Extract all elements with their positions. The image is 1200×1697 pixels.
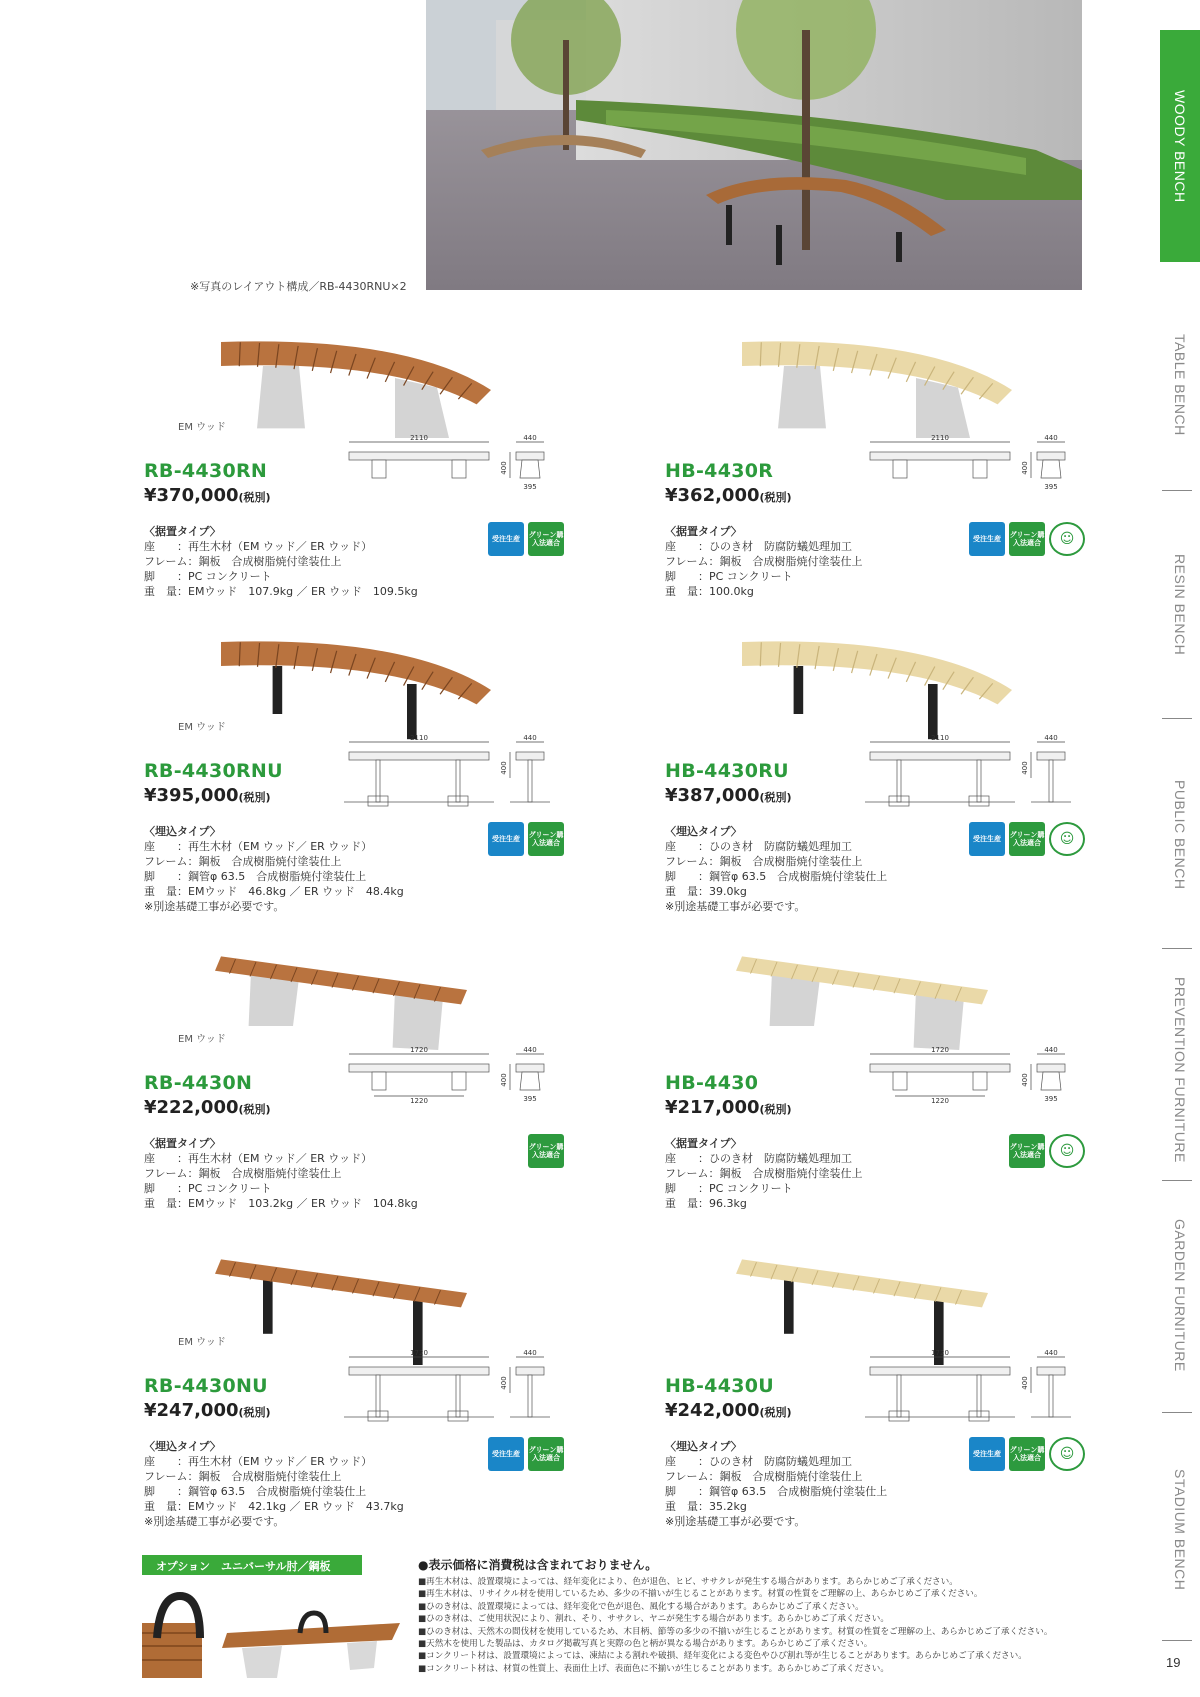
product-card (134, 942, 564, 1242)
side-tab-table-bench[interactable]: TABLE BENCH (1172, 334, 1188, 436)
dimension-svg (865, 1046, 1085, 1126)
dimension-drawing (344, 1046, 564, 1126)
side-divider (1162, 490, 1192, 491)
side-tab-garden-furniture[interactable]: GARDEN FURNITURE (1172, 1218, 1188, 1372)
spec-line: 重 量：EMウッド 46.8kg ／ ER ウッド 48.4kg (144, 885, 404, 898)
spec-list (665, 1136, 863, 1211)
certification-badges (488, 522, 564, 556)
installation-type: 〈埋込タイプ〉 (665, 825, 742, 838)
page-number: 19 (1166, 1655, 1181, 1670)
depth-dimension: 440 (1044, 734, 1058, 742)
height-dimension: 400 (500, 1073, 508, 1087)
model-number: RB-4430RN (144, 460, 268, 482)
spec-list (144, 824, 404, 914)
spec-line: 座 ：ひのき材 防腐防蟻処理加工 (665, 1455, 852, 1468)
spec-list (144, 524, 418, 599)
material-label: EM ウッド (178, 1034, 226, 1045)
spec-line: 重 量：96.3kg (665, 1197, 747, 1210)
safety-badge-icon: 受注生産 (488, 522, 524, 556)
product-image (735, 1245, 1025, 1365)
product-image (735, 630, 1025, 750)
product-image (214, 1245, 504, 1365)
dimension-drawing (344, 1349, 564, 1429)
spec-line: フレーム：鋼板 合成樹脂焼付塗装仕上 (144, 1167, 342, 1180)
model-number: HB-4430R (665, 460, 774, 482)
tax-note: ●表示価格に消費税は含まれておりません。 (418, 1558, 658, 1572)
plaza-illustration (426, 0, 1082, 290)
width-dimension: 2110 (410, 434, 428, 442)
side-divider (1162, 718, 1192, 719)
bench-illustration (214, 630, 504, 750)
price-value: ¥242,000 (665, 1400, 760, 1421)
width-dimension: 1720 (931, 1046, 949, 1054)
green-badge-icon: グリーン購入法適合 (528, 1437, 564, 1471)
green-badge-icon: グリーン購入法適合 (528, 522, 564, 556)
product-card (655, 330, 1085, 630)
side-tab-stadium-bench[interactable]: STADIUM BENCH (1172, 1469, 1188, 1591)
tax-label: (税別) (238, 791, 271, 804)
price-value: ¥217,000 (665, 1097, 760, 1118)
note-line: ■コンクリート材は、材質の性質上、表面仕上げ、表面色に不揃いが生じることがあります。あらかじめご了承ください。 (418, 1663, 889, 1674)
dimension-drawing (865, 1349, 1085, 1429)
model-number: HB-4430U (665, 1375, 774, 1397)
eco-badge-icon: ☺ (1049, 1437, 1085, 1471)
product-card (655, 630, 1085, 930)
tax-label: (税別) (238, 1406, 271, 1419)
spec-line: フレーム：鋼板 合成樹脂焼付塗装仕上 (665, 555, 863, 568)
height-dimension: 400 (1021, 761, 1029, 775)
bench-illustration (735, 330, 1025, 450)
width-dimension: 1720 (410, 1046, 428, 1054)
note-line: ■ひのき材は、天然木の間伐材を使用しているため、木目柄、節等の多少の不揃いが生じることがあります。材質の性質をご理解の上、あらかじめご了承ください。 (418, 1626, 1053, 1637)
depth-dimension: 440 (1044, 1349, 1058, 1357)
bench-illustration (735, 942, 1025, 1062)
spec-line: フレーム：鋼板 合成樹脂焼付塗装仕上 (665, 1470, 863, 1483)
notes (418, 1556, 1118, 1675)
price-value: ¥222,000 (144, 1097, 239, 1118)
certification-badges (488, 822, 564, 856)
green-badge-icon: グリーン購入法適合 (1009, 1437, 1045, 1471)
spec-line: 重 量：35.2kg (665, 1500, 747, 1513)
certification-badges (969, 522, 1085, 556)
width-dimension: 2110 (931, 734, 949, 742)
product-image (735, 330, 1025, 450)
spec-line: ※別途基礎工事が必要です。 (144, 900, 285, 913)
depth-dimension: 440 (523, 434, 537, 442)
eco-badge-icon: ☺ (1049, 1134, 1085, 1168)
side-divider (1162, 1412, 1192, 1413)
spec-line: 座 ：再生木材（EM ウッド／ ER ウッド） (144, 1455, 373, 1468)
installation-type: 〈据置タイプ〉 (144, 1137, 221, 1150)
safety-badge-icon: 受注生産 (969, 822, 1005, 856)
note-line: ■天然木を使用した製品は、カタログ掲載写真と実際の色と柄が異なる場合があります。あらかじめご了承ください。 (418, 1639, 873, 1650)
green-badge-icon: グリーン購入法適合 (528, 1134, 564, 1168)
width-dimension: 1720 (410, 1349, 428, 1357)
installation-type: 〈埋込タイプ〉 (144, 825, 221, 838)
width-dimension: 2110 (410, 734, 428, 742)
tax-label: (税別) (759, 1406, 792, 1419)
spec-line: 座 ：再生木材（EM ウッド／ ER ウッド） (144, 540, 373, 553)
green-badge-icon: グリーン購入法適合 (528, 822, 564, 856)
product-card (655, 942, 1085, 1242)
spec-line: 脚 ：PC コンクリート (144, 570, 272, 583)
price-value: ¥387,000 (665, 785, 760, 806)
installation-type: 〈据置タイプ〉 (665, 525, 742, 538)
price (144, 1097, 271, 1118)
product-image (214, 330, 504, 450)
height-dimension: 400 (1021, 461, 1029, 475)
spec-line: フレーム：鋼板 合成樹脂焼付塗装仕上 (144, 1470, 342, 1483)
bench-illustration (214, 330, 504, 450)
side-tab-woody-bench[interactable]: WOODY BENCH (1160, 30, 1200, 262)
photo-caption: ※写真のレイアウト構成／RB-4430RNU×2 (190, 280, 407, 293)
spec-line: フレーム：鋼板 合成樹脂焼付塗装仕上 (665, 855, 863, 868)
spec-line: 脚 ：鋼管φ 63.5 合成樹脂焼付塗装仕上 (665, 870, 888, 883)
safety-badge-icon: 受注生産 (488, 1437, 524, 1471)
safety-badge-icon: 受注生産 (488, 822, 524, 856)
spec-line: ※別途基礎工事が必要です。 (144, 1515, 285, 1528)
height-dimension: 400 (500, 1376, 508, 1390)
dimension-svg (344, 734, 564, 814)
note-line: ■ひのき材は、設置環境によっては、経年変化で色が退色、風化する場合があります。あらかじめご了承ください。 (418, 1601, 864, 1612)
bench-illustration (214, 942, 504, 1062)
dimension-svg (344, 434, 564, 514)
tax-label: (税別) (759, 1103, 792, 1116)
height-dimension: 400 (500, 761, 508, 775)
depth-dimension: 440 (523, 734, 537, 742)
certification-badges (1009, 1134, 1085, 1168)
price-value: ¥247,000 (144, 1400, 239, 1421)
spec-line: 座 ：ひのき材 防腐防蟻処理加工 (665, 540, 852, 553)
price-value: ¥370,000 (144, 485, 239, 506)
product-card (134, 1245, 564, 1545)
height-dimension: 400 (1021, 1376, 1029, 1390)
depth-dimension: 440 (523, 1349, 537, 1357)
model-number: RB-4430RNU (144, 760, 283, 782)
dimension-svg (344, 1046, 564, 1126)
dimension-drawing (865, 1046, 1085, 1126)
bench-illustration (214, 1245, 504, 1365)
inner-dimension: 1220 (931, 1097, 949, 1105)
material-label: EM ウッド (178, 1337, 226, 1348)
product-image (735, 942, 1025, 1062)
base-dimension: 395 (523, 1095, 537, 1103)
price (665, 1097, 792, 1118)
model-number: HB-4430RU (665, 760, 789, 782)
spec-list (665, 824, 887, 914)
inner-dimension: 1220 (410, 1097, 428, 1105)
installation-type: 〈据置タイプ〉 (144, 525, 221, 538)
certification-badges (969, 1437, 1085, 1471)
spec-line: 重 量：100.0kg (665, 585, 754, 598)
side-divider (1162, 1180, 1192, 1181)
height-dimension: 400 (500, 461, 508, 475)
note-line: ■再生木材は、リサイクル材を使用しているため、多少の不揃いが生じることがあります。材質の性質をご理解の上、あらかじめご了承ください。 (418, 1589, 983, 1600)
dimension-drawing (865, 734, 1085, 814)
model-number: RB-4430N (144, 1072, 253, 1094)
width-dimension: 2110 (931, 434, 949, 442)
spec-list (144, 1136, 418, 1211)
price (665, 785, 792, 806)
installation-type: 〈埋込タイプ〉 (665, 1440, 742, 1453)
dimension-svg (865, 434, 1085, 514)
spec-list (144, 1439, 404, 1529)
spec-line: 重 量：EMウッド 103.2kg ／ ER ウッド 104.8kg (144, 1197, 418, 1210)
certification-badges (488, 1437, 564, 1471)
green-badge-icon: グリーン購入法適合 (1009, 522, 1045, 556)
price-value: ¥395,000 (144, 785, 239, 806)
spec-line: フレーム：鋼板 合成樹脂焼付塗装仕上 (144, 555, 342, 568)
spec-line: 座 ：再生木材（EM ウッド／ ER ウッド） (144, 840, 373, 853)
price-value: ¥362,000 (665, 485, 760, 506)
model-number: RB-4430NU (144, 1375, 268, 1397)
bench-illustration (735, 630, 1025, 750)
certification-badges (528, 1134, 564, 1168)
spec-line: 脚 ：PC コンクリート (144, 1182, 272, 1195)
base-dimension: 395 (1044, 483, 1058, 491)
base-dimension: 395 (1044, 1095, 1058, 1103)
option-image (142, 1578, 400, 1683)
option-title: オプション ユニバーサル肘／鋼板 (142, 1555, 362, 1575)
spec-line: ※別途基礎工事が必要です。 (665, 900, 806, 913)
installation-type: 〈埋込タイプ〉 (144, 1440, 221, 1453)
material-label: EM ウッド (178, 422, 226, 433)
tax-label: (税別) (759, 491, 792, 504)
dimension-svg (865, 734, 1085, 814)
hero-photo (426, 0, 1082, 290)
price (144, 485, 271, 506)
depth-dimension: 440 (523, 1046, 537, 1054)
product-image (214, 942, 504, 1062)
note-line: ■再生木材は、設置環境によっては、経年変化により、色が退色、ヒビ、ササクレが発生する場合があります。あらかじめご了承ください。 (418, 1577, 958, 1587)
price (665, 1400, 792, 1421)
base-dimension: 395 (523, 483, 537, 491)
spec-line: フレーム：鋼板 合成樹脂焼付塗装仕上 (665, 1167, 863, 1180)
dimension-svg (865, 1349, 1085, 1429)
spec-line: 座 ：再生木材（EM ウッド／ ER ウッド） (144, 1152, 373, 1165)
spec-line: 座 ：ひのき材 防腐防蟻処理加工 (665, 1152, 852, 1165)
safety-badge-icon: 受注生産 (969, 522, 1005, 556)
spec-list (665, 524, 863, 599)
note-line: ■コンクリート材は、設置環境によっては、凍結による割れや破損、経年変化による変色やひび割れ等が生じることがあります。あらかじめご了承ください。 (418, 1651, 1027, 1662)
safety-badge-icon: 受注生産 (969, 1437, 1005, 1471)
universal-armrest-illustration (142, 1578, 400, 1683)
side-divider (1162, 948, 1192, 949)
green-badge-icon: グリーン購入法適合 (1009, 822, 1045, 856)
spec-line: 脚 ：鋼管φ 63.5 合成樹脂焼付塗装仕上 (144, 1485, 367, 1498)
eco-badge-icon: ☺ (1049, 822, 1085, 856)
eco-badge-icon: ☺ (1049, 522, 1085, 556)
dimension-drawing (865, 434, 1085, 514)
tax-label: (税別) (759, 791, 792, 804)
dimension-svg (344, 1349, 564, 1429)
product-image (214, 630, 504, 750)
tax-label: (税別) (238, 1103, 271, 1116)
spec-line: フレーム：鋼板 合成樹脂焼付塗装仕上 (144, 855, 342, 868)
spec-line: 座 ：ひのき材 防腐防蟻処理加工 (665, 840, 852, 853)
price (144, 785, 271, 806)
height-dimension: 400 (1021, 1073, 1029, 1087)
spec-line: 脚 ：鋼管φ 63.5 合成樹脂焼付塗装仕上 (144, 870, 367, 883)
depth-dimension: 440 (1044, 434, 1058, 442)
spec-line: 脚 ：PC コンクリート (665, 1182, 793, 1195)
depth-dimension: 440 (1044, 1046, 1058, 1054)
bench-illustration (735, 1245, 1025, 1365)
spec-line: 重 量：EMウッド 42.1kg ／ ER ウッド 43.7kg (144, 1500, 404, 1513)
product-card (655, 1245, 1085, 1545)
certification-badges (969, 822, 1085, 856)
side-tab-prevention-furniture[interactable]: PREVENTION FURNITURE (1172, 977, 1188, 1163)
model-number: HB-4430 (665, 1072, 759, 1094)
green-badge-icon: グリーン購入法適合 (1009, 1134, 1045, 1168)
side-divider (1162, 1640, 1192, 1641)
tax-label: (税別) (238, 491, 271, 504)
spec-list (665, 1439, 887, 1529)
side-tab-public-bench[interactable]: PUBLIC BENCH (1172, 780, 1188, 890)
dimension-drawing (344, 734, 564, 814)
spec-line: 脚 ：PC コンクリート (665, 570, 793, 583)
spec-line: 重 量：EMウッド 107.9kg ／ ER ウッド 109.5kg (144, 585, 418, 598)
installation-type: 〈据置タイプ〉 (665, 1137, 742, 1150)
spec-line: 脚 ：鋼管φ 63.5 合成樹脂焼付塗装仕上 (665, 1485, 888, 1498)
spec-line: 重 量：39.0kg (665, 885, 747, 898)
product-card (134, 630, 564, 930)
side-tab-resin-bench[interactable]: RESIN BENCH (1172, 554, 1188, 656)
product-card (134, 330, 564, 630)
price (144, 1400, 271, 1421)
width-dimension: 1720 (931, 1349, 949, 1357)
price (665, 485, 792, 506)
note-line: ■ひのき材は、ご使用状況により、割れ、そり、ササクレ、ヤニが発生する場合があります。あらかじめご了承ください。 (418, 1614, 889, 1625)
spec-line: ※別途基礎工事が必要です。 (665, 1515, 806, 1528)
material-label: EM ウッド (178, 722, 226, 733)
dimension-drawing (344, 434, 564, 514)
